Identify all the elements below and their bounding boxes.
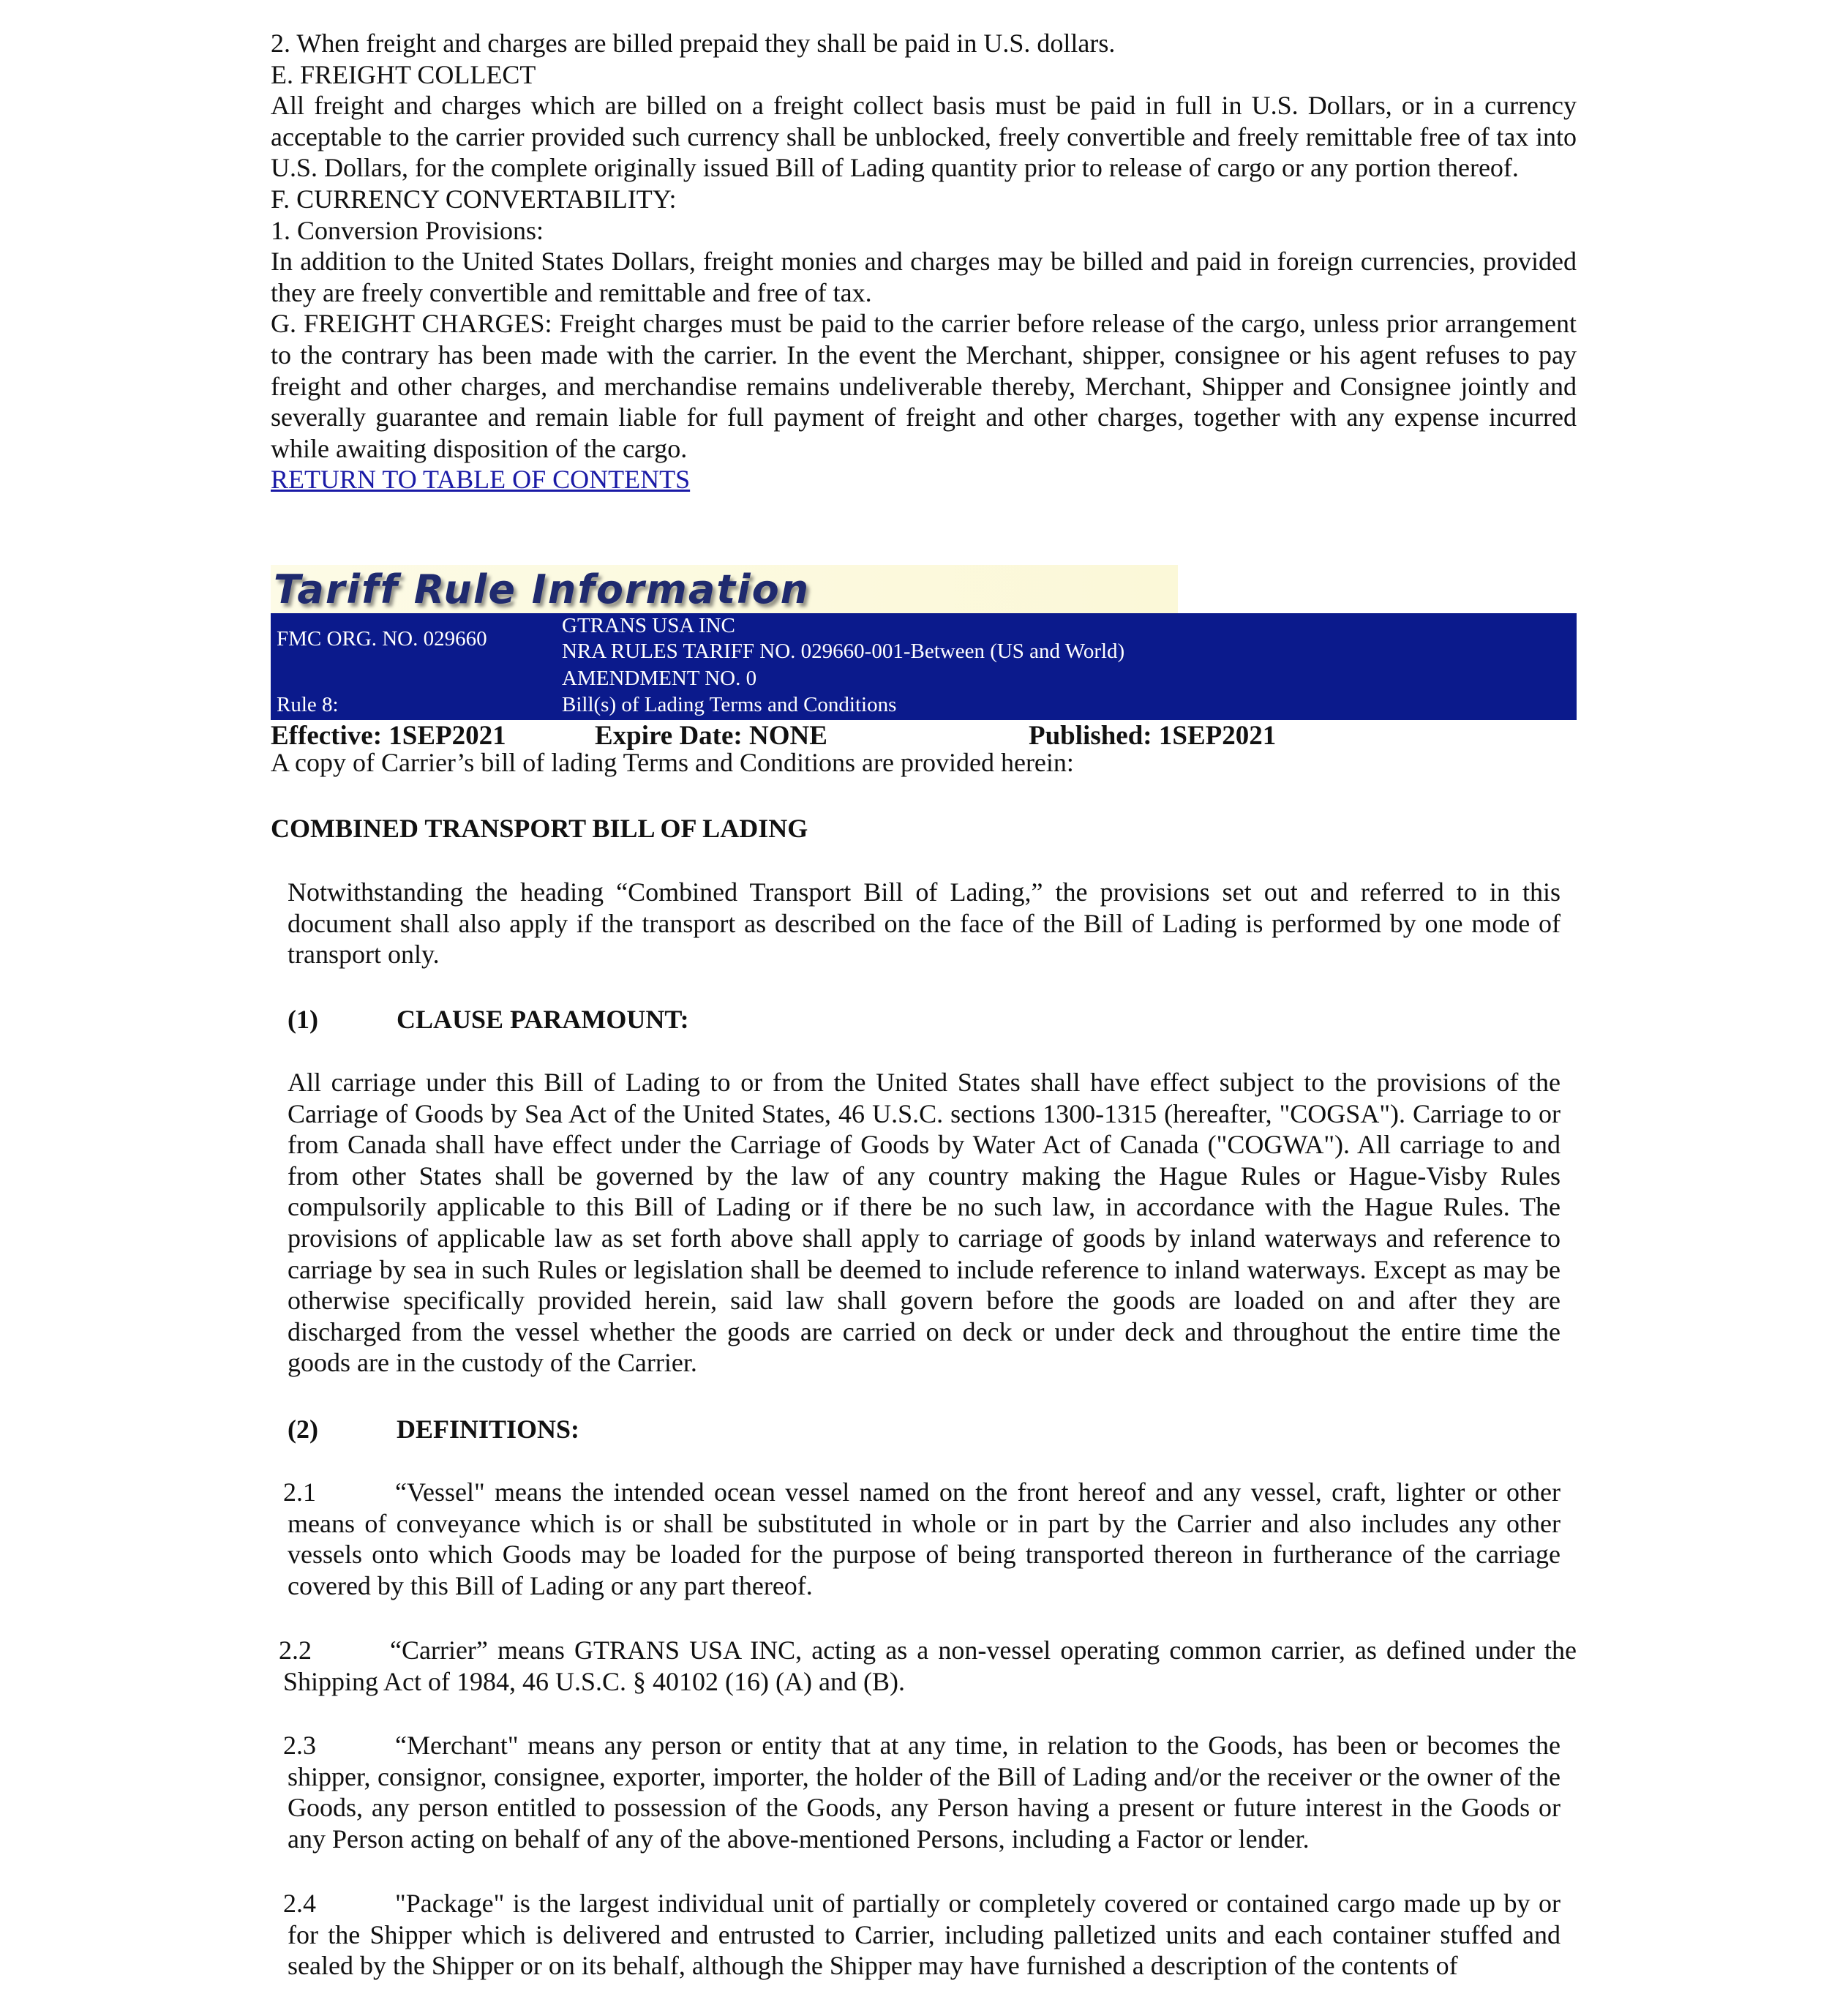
definition-number: 2.3 — [283, 1731, 316, 1760]
banner-title: Tariff Rule Information — [274, 566, 811, 612]
tariff-rule-banner — [271, 565, 1178, 613]
section-1-number: (1) — [288, 1005, 318, 1034]
freight-charges-paragraph: G. FREIGHT CHARGES: Freight charges must be paid to the carrier before release of the cargo, unless prior arrangement to the contrary has been made with the carrier. In the event the Merchant, shipper, consignee or his agent refuses to pay freight and other charges, and merchandise remains undeliverable thereby, Merchant, Shipper and Consignee jointly and severally guarantee and remain liable for full payment of freight and other charges, together with any expense incurred while awaiting disposition of the cargo. — [271, 309, 1577, 463]
definition-number: 2.2 — [279, 1635, 312, 1665]
tariff-number: NRA RULES TARIFF NO. 029660-001-Between (US and World) — [562, 640, 1125, 663]
definition-text: “Carrier” means GTRANS USA INC, acting as a non-vessel operating common carrier, as defined under the Shipping Act of 1984, 46 U.S.C. § 40102 (16) (A) and (B). — [283, 1635, 1577, 1696]
conversion-paragraph: In addition to the United States Dollars, freight monies and charges may be billed and paid in foreign currencies, provided they are freely convertible and remittable and free of tax. — [271, 247, 1577, 307]
definition-text: “Vessel" means the intended ocean vessel named on the front hereof and any vessel, craft, lighter or other means of conveyance which is or shall be substituted in whole or in part by the Carrier and also includes any other vessels onto which Goods may be loaded for the purpose of being transported thereon in furtherance of the carriage covered by this Bill of Lading or any part thereof. — [288, 1477, 1561, 1600]
expire-date: Expire Date: NONE — [595, 721, 827, 751]
prepaid-line: 2. When freight and charges are billed prepaid they shall be paid in U.S. dollars. — [271, 29, 1116, 58]
amendment-number: AMENDMENT NO. 0 — [562, 667, 757, 690]
freight-collect-paragraph: All freight and charges which are billed on a freight collect basis must be paid in full in U.S. Dollars, or in a currency acceptable to the carrier provided such currency shall be unblocked, freely convertible and freely remittable free of tax into U.S. Dollars, for the complete originally issued Bill of Lading quantity prior to release of cargo or any portion thereof. — [271, 91, 1577, 183]
currency-convertability-heading: F. CURRENCY CONVERTABILITY: — [271, 184, 677, 214]
clause-paramount-body: All carriage under this Bill of Lading to or from the United States shall have effect subject to the provisions of the Carriage of Goods by Sea Act of the United States, 46 U.S.C. sections 1300-1315 (hereafter, "COGSA"). Carriage to or from Canada shall have effect under the Carriage of Goods by Water Act of Canada ("COGWA"). All carriage to and from other States shall be governed by the law of any country making the Hague Rules or Hague-Visby Rules compulsorily applicable to this Bill of Lading or if there be no such law, in accordance with the Hague Rules. The provisions of applicable law as set forth above shall apply to carriage of goods by inland waterways and reference to carriage by sea in such Rules or legislation shall be deemed to include reference to inland waterways. Except as may be otherwise specifically provided herein, said law shall govern before the goods are loaded on and after they are discharged from the vessel whether the goods are carried on deck or under deck and throughout the entire time the goods are in the custody of the Carrier. — [288, 1068, 1561, 1378]
tariff-info-box — [271, 613, 1577, 720]
effective-date: Effective: 1SEP2021 — [271, 721, 506, 751]
return-to-toc-link[interactable]: RETURN TO TABLE OF CONTENTS — [271, 465, 691, 495]
rule-label: Rule 8: — [277, 693, 339, 716]
definition-number: 2.1 — [283, 1477, 316, 1507]
freight-payment-section — [271, 28, 1577, 495]
published-date: Published: 1SEP2021 — [1029, 721, 1277, 751]
rule-title: Bill(s) of Lading Terms and Conditions — [562, 693, 897, 716]
conversion-provisions-heading: 1. Conversion Provisions: — [271, 215, 544, 245]
definition-text: "Package" is the largest individual unit of partially or completely covered or contained cargo made up by or for the Shipper which is delivered and entrusted to Carrier, including palletized units and each container stuffed and sealed by the Shipper or on its behalf, although the Shipper may have furnished a description of the contents of — [288, 1889, 1561, 1981]
section-2-number: (2) — [288, 1414, 318, 1444]
definition-text: “Merchant" means any person or entity that at any time, in relation to the Goods, has been or becomes the shipper, consignor, consignee, exporter, importer, the holder of the Bill of Lading and/or the receiver or the owner of the Goods, any person entitled to possession of the Goods, any Person having a present or future interest in the Goods or any Person acting on behalf of any of the above-mentioned Persons, including a Factor or lender. — [288, 1731, 1561, 1854]
fmc-org-number: FMC ORG. NO. 029660 — [277, 627, 487, 651]
notwithstanding-paragraph: Notwithstanding the heading “Combined Transport Bill of Lading,” the provisions set out and referred to in this document shall also apply if the transport as described on the face of the Bill of Lading is performed by one mode of transport only. — [288, 877, 1561, 970]
section-2-title: DEFINITIONS: — [397, 1414, 580, 1444]
document-title: COMBINED TRANSPORT BILL OF LADING — [271, 814, 808, 843]
company-name: GTRANS USA INC — [562, 614, 735, 637]
section-1-title: CLAUSE PARAMOUNT: — [397, 1005, 689, 1034]
freight-collect-heading: E. FREIGHT COLLECT — [271, 59, 536, 89]
definition-number: 2.4 — [283, 1889, 316, 1918]
intro-line: A copy of Carrier’s bill of lading Terms and Conditions are provided herein: — [271, 748, 1074, 777]
